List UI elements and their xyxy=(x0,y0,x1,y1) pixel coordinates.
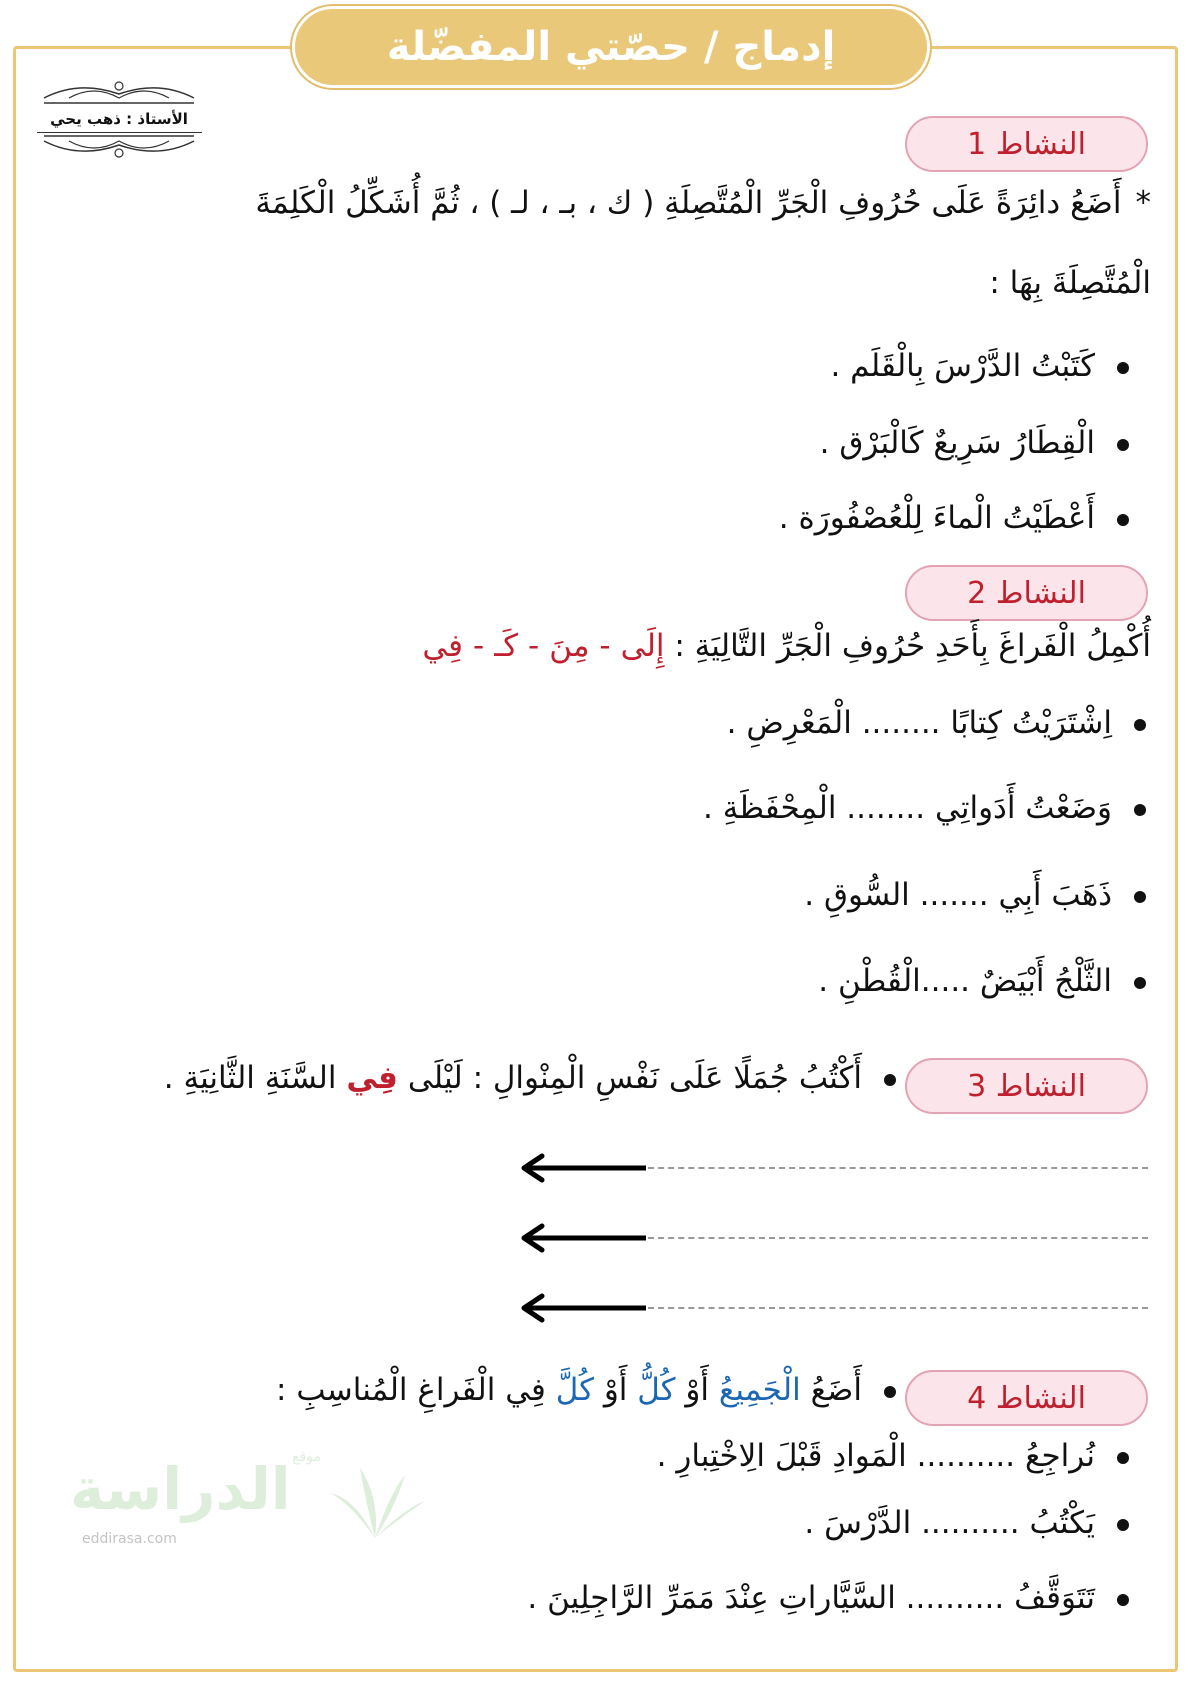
bullet-icon xyxy=(1134,891,1146,903)
option: مِنَ xyxy=(549,628,590,664)
dashed-line xyxy=(648,1307,1148,1309)
activity-3-badge: النشاط 3 xyxy=(905,1058,1148,1114)
star-marker: * xyxy=(1135,185,1151,221)
arrow-left-icon xyxy=(518,1223,648,1253)
activity-1-badge: النشاط 1 xyxy=(905,116,1148,172)
list-item: ذَهَبَ أَبِي ....... السُّوقِ . xyxy=(804,877,1146,914)
bullet-icon xyxy=(884,1074,896,1086)
teacher-name: الأستاذ : ذهب يحي xyxy=(50,109,188,128)
watermark-url: eddirasa.com xyxy=(82,1531,177,1547)
bullet-icon xyxy=(884,1386,896,1398)
activity-3-instruction: أَكْتُبُ جُمَلًا عَلَى نَفْسِ الْمِنْوالِ : لَيْلَى فِي السَّنَةِ الثَّانِيَةِ . xyxy=(164,1060,896,1097)
activity-1-instruction xyxy=(255,185,1151,222)
word-option: الْجَمِيعُ xyxy=(718,1372,801,1408)
bullet-icon xyxy=(1117,1519,1129,1531)
list-item: الثَّلْجُ أَبْيَضٌ .....الْقُطْنِ . xyxy=(818,963,1146,1000)
watermark-small: موقع xyxy=(292,1449,321,1465)
activity-2-badge: النشاط 2 xyxy=(905,565,1148,621)
bullet-icon xyxy=(1134,977,1146,989)
list-item: أَعْطَيْتُ الْماءَ لِلْعُصْفُورَة . xyxy=(779,500,1129,537)
bullet-icon xyxy=(1117,1594,1129,1606)
activity-2-instruction: أُكْمِلُ الْفَراغَ بِأَحَدِ حُرُوفِ الْجَرِّ التَّالِيَةِ : إِلَى-مِنَ-كَـ-فِي xyxy=(422,628,1151,664)
watermark-name: الدراسة xyxy=(70,1455,291,1523)
list-item: كَتَبْتُ الدَّرْسَ بِالْقَلَم . xyxy=(830,348,1129,385)
example-keyword: فِي xyxy=(346,1060,398,1096)
page-title: إدماج / حصّتي المفضّلة xyxy=(386,24,836,70)
ornament-top-icon xyxy=(39,76,199,106)
teacher-card xyxy=(24,60,214,178)
list-item: تَتَوَقَّفُ .......... السَّيَّاراتِ عِنْدَ مَمَرِّ الرَّاجِلِينَ . xyxy=(527,1580,1129,1617)
bullet-icon xyxy=(1134,719,1146,731)
word-option: كُلَّ xyxy=(555,1372,594,1408)
option: كَـ xyxy=(494,628,519,664)
arrow-left-icon xyxy=(518,1153,648,1183)
bullet-icon xyxy=(1134,804,1146,816)
list-item: اِشْتَرَيْتُ كِتابًا ........ الْمَعْرِضِ . xyxy=(727,705,1146,742)
writing-line[interactable] xyxy=(508,1288,1148,1328)
option: فِي xyxy=(422,628,463,664)
activity-4-badge: النشاط 4 xyxy=(905,1370,1148,1426)
list-item: الْقِطَارُ سَرِيعٌ كَالْبَرْق . xyxy=(820,425,1129,462)
list-item: يَكْتُبُ .......... الدَّرْسَ . xyxy=(804,1505,1129,1542)
ornament-bottom-icon xyxy=(39,133,199,163)
activity-4-instruction: أَضَعُ الْجَمِيعُ أَوْ كُلُّ أَوْ كُلَّ فِي الْفَراغِ الْمُناسِبِ : xyxy=(276,1372,896,1409)
instruction-line-1: أَضَعُ دائِرَةً عَلَى حُرُوفِ الْجَرِّ الْمُتَّصِلَةِ ( ك ، بـ ، لـ ) ، ثُمَّ أُشَكِّلُ الْكَلِمَةَ xyxy=(255,185,1122,221)
word-option: كُلُّ xyxy=(637,1372,676,1408)
leaves-logo-icon xyxy=(320,1463,430,1543)
activity-1-instruction-cont: الْمُتَّصِلَةَ بِهَا : xyxy=(989,265,1151,301)
list-item: وَضَعْتُ أَدَواتِي ........ الْمِحْفَظَةِ . xyxy=(703,790,1146,827)
bullet-icon xyxy=(1117,439,1129,451)
title-banner xyxy=(292,6,930,88)
bullet-icon xyxy=(1117,1452,1129,1464)
dashed-line xyxy=(648,1167,1148,1169)
option: إِلَى xyxy=(620,628,665,664)
bullet-icon xyxy=(1117,514,1129,526)
dashed-line xyxy=(648,1237,1148,1239)
arrow-left-icon xyxy=(518,1293,648,1323)
list-item: نُراجِعُ .......... الْمَوادِ قَبْلَ الِاخْتِبارِ . xyxy=(657,1438,1129,1475)
watermark xyxy=(70,1449,430,1555)
bullet-icon xyxy=(1117,362,1129,374)
writing-line[interactable] xyxy=(508,1148,1148,1188)
writing-line[interactable] xyxy=(508,1218,1148,1258)
